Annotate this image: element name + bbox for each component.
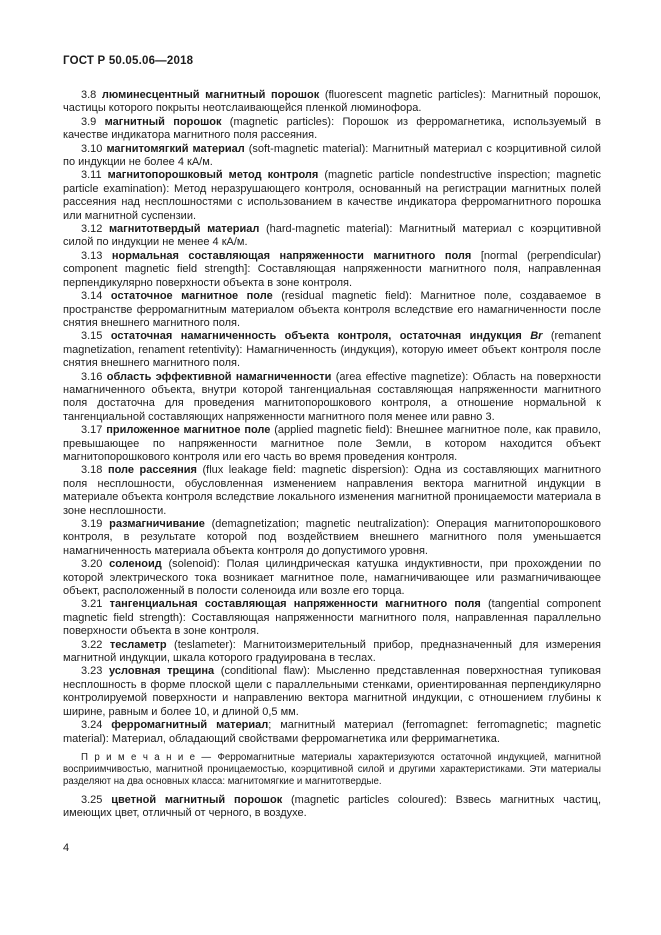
text-segment: тесламетр	[109, 638, 167, 651]
definition-paragraph	[63, 143, 601, 170]
definition-paragraph	[63, 518, 601, 558]
definition-paragraph	[63, 89, 601, 116]
text-segment: (hard-magnetic material): Магнитный материал с коэрцитивной силой по индукции не менее 4 кА/м.	[63, 223, 601, 249]
text-segment: (soft-magnetic material): Магнитный материал с коэрцитивной силой по индукции не более 4 кА/м.	[63, 142, 602, 169]
definition-paragraph	[63, 290, 601, 330]
text-segment: 3.22	[81, 638, 110, 651]
definition-paragraph	[63, 330, 601, 370]
text-segment: условная трещина	[109, 665, 215, 678]
text-segment: (conditional flaw): Мысленно представленная поверхностная тупиковая несплошность в форме плоской щели с параллельными стенками, ориентированная перпендикулярно контролируемой поверхности и направлению вектора магнитной индукции, с отношением глубины к ширине, равным и более 10, и длиной 0,5 мм.	[63, 665, 601, 718]
text-segment: остаточная намагниченность объекта контроля, остаточная индукция	[110, 330, 531, 343]
text-segment: (tangential component magnetic field strength): Составляющая напряженности магнитного поля, направленная параллельно поверхности объекта в зоне контроля.	[63, 598, 601, 638]
definitions-section	[63, 89, 601, 821]
text-segment: 3.10	[81, 142, 107, 155]
text-segment: 3.14	[81, 290, 111, 303]
text-segment: люминесцентный магнитный порошок	[101, 89, 320, 101]
text-segment: магнитотвердый материал	[109, 223, 260, 236]
text-segment: 3.8	[81, 89, 102, 101]
text-segment: 3.20	[81, 558, 110, 571]
text-segment: 3.25	[81, 793, 112, 806]
definition-paragraph	[63, 639, 601, 666]
text-segment: (magnetic particles coloured): Взвесь магнитных частиц, имеющих цвет, отличный от черного, в воздухе.	[63, 793, 601, 820]
text-segment: 3.17	[81, 424, 107, 437]
text-segment: магнитный порошок	[104, 115, 222, 128]
definition-paragraph	[63, 116, 601, 143]
text-segment: (teslameter): Магнитоизмерительный прибор, предназначенный для измерения магнитной индукции, шкала которого градуирована в теслах.	[63, 638, 601, 665]
text-segment: 3.21	[81, 598, 110, 611]
text-segment: размагничивание	[109, 518, 205, 530]
text-segment: 3.15	[81, 330, 111, 343]
text-segment: (remanent magnetization, renament retentivity): Намагниченность (индукция), которую имеет объект контроля после снятия внешнего магнитного поля.	[63, 330, 601, 370]
text-segment: тангенциальная составляющая напряженности магнитного поля	[109, 598, 481, 611]
text-segment: нормальная составляющая напряженности магнитного поля	[111, 249, 472, 262]
definition-paragraph	[63, 169, 601, 223]
text-segment: (applied magnetic field): Внешнее магнитное поле, как правило, превышающее по напряженности магнитное поле Земли, в котором находится объект магнитопорошкового контроля или его часть во время проведения контроля.	[63, 424, 601, 463]
page-number: 4	[63, 842, 70, 854]
definition-paragraph	[63, 464, 601, 518]
text-segment: 3.13	[81, 249, 112, 262]
text-segment: магнитомягкий материал	[106, 142, 245, 155]
note-paragraph	[63, 752, 601, 788]
text-segment: 3.19	[81, 518, 110, 530]
text-segment: 3.12	[81, 223, 110, 236]
text-segment: остаточное магнитное поле	[110, 290, 273, 303]
definition-paragraph	[63, 665, 601, 719]
text-segment: (fluorescent magnetic particles): Магнитный порошок, частицы которого покрыты неотслаивающейся пленкой люминофора.	[63, 89, 601, 115]
text-segment: ферромагнитный материал	[111, 719, 269, 732]
text-segment: П р и м е ч а н и е — Ферромагнитные материалы характеризуются остаточной индукцией, магнитной восприимчивостью, магнитной проницаемостью, коэрцитивной силой и другими характеристиками. Эти материалы разделяют на два основных класса: магнитомягкие и магнитотвердые.	[63, 751, 601, 787]
definition-paragraph	[63, 598, 601, 638]
text-segment: соленоид	[109, 558, 162, 571]
text-segment: 3.16	[81, 370, 107, 383]
text-segment: Br	[530, 330, 543, 343]
text-segment: (magnetic particles): Порошок из ферромагнетика, используемый в качестве индикатора магнитного поля рассеяния.	[63, 115, 601, 142]
text-segment: 3.11	[81, 169, 108, 182]
definition-paragraph	[63, 424, 601, 464]
text-segment: (area effective magnetize): Область на поверхности намагниченного объекта, внутри которой тангенциальная составляющая напряженности магнитного поля достаточна для проведения магнитопорошкового контроля, а отношение нормальной к тангенциальной составляющих напряженности магнитного поля менее или равно 3.	[63, 370, 602, 423]
text-segment: область эффективной намагниченности	[106, 370, 332, 383]
text-segment: (residual magnetic field): Магнитное поле, создаваемое в пространстве ферромагнитным материалом объекта контроля вследствие его намагниченности после снятия внешнего магнитного поля.	[63, 290, 601, 329]
text-segment: цветной магнитный порошок	[111, 793, 283, 806]
document-title-header: ГОСТ Р 50.05.06—2018	[63, 55, 194, 67]
definition-paragraph	[63, 719, 601, 746]
text-segment: ; магнитный материал (ferromagnet: ferromagnetic; magnetic material): Материал, обладающий свойствами ферромагнетика или ферримагнетика.	[63, 719, 602, 745]
text-segment: (solenoid): Полая цилиндрическая катушка индуктивности, при прохождении по которой электрического тока возникает магнитное поле, намагничивающее или размагничивающее объект, расположенный в полости соленоида или возле его торца.	[63, 558, 602, 598]
text-segment: 3.24	[81, 719, 112, 732]
text-segment: (magnetic particle nondestructive inspection; magnetic particle examination): Метод неразрушающего контроля, основанный на регистрации магнитных полей рассеяния над несплошностями с использованием в качестве индикатора ферромагнитного порошка или магнитной суспензии.	[63, 169, 601, 222]
text-segment: 3.23	[81, 665, 110, 678]
text-segment: 3.18	[81, 464, 108, 477]
text-segment: поле рассеяния	[107, 464, 197, 477]
text-segment: 3.9	[81, 115, 105, 128]
definition-paragraph	[63, 223, 601, 250]
definition-paragraph	[63, 558, 601, 598]
text-segment: (demagnetization; magnetic neutralization): Операция магнитопорошкового контроля, в результате которой под воздействием внешнего магнитного поля уменьшается намагниченность материала объекта контроля до допустимого уровня.	[63, 518, 601, 557]
definition-paragraph	[63, 794, 601, 821]
text-segment: приложенное магнитное поле	[106, 424, 271, 437]
text-segment: [normal (perpendicular) component magnetic field strength]: Составляющая напряженности магнитного поля, направленная перпендикулярно поверхности объекта в зоне контроля.	[63, 249, 601, 289]
text-segment: (flux leakage field: magnetic dispersion): Одна из составляющих магнитного поля несплошности, обусловленная изменением направления вектора магнитной индукции в материале объекта контроля вследствие локального изменения магнитной проницаемости материала в зоне несплошности.	[63, 464, 602, 517]
text-segment: магнитопорошковый метод контроля	[107, 169, 319, 182]
definition-paragraph	[63, 250, 601, 290]
definition-paragraph	[63, 371, 601, 425]
